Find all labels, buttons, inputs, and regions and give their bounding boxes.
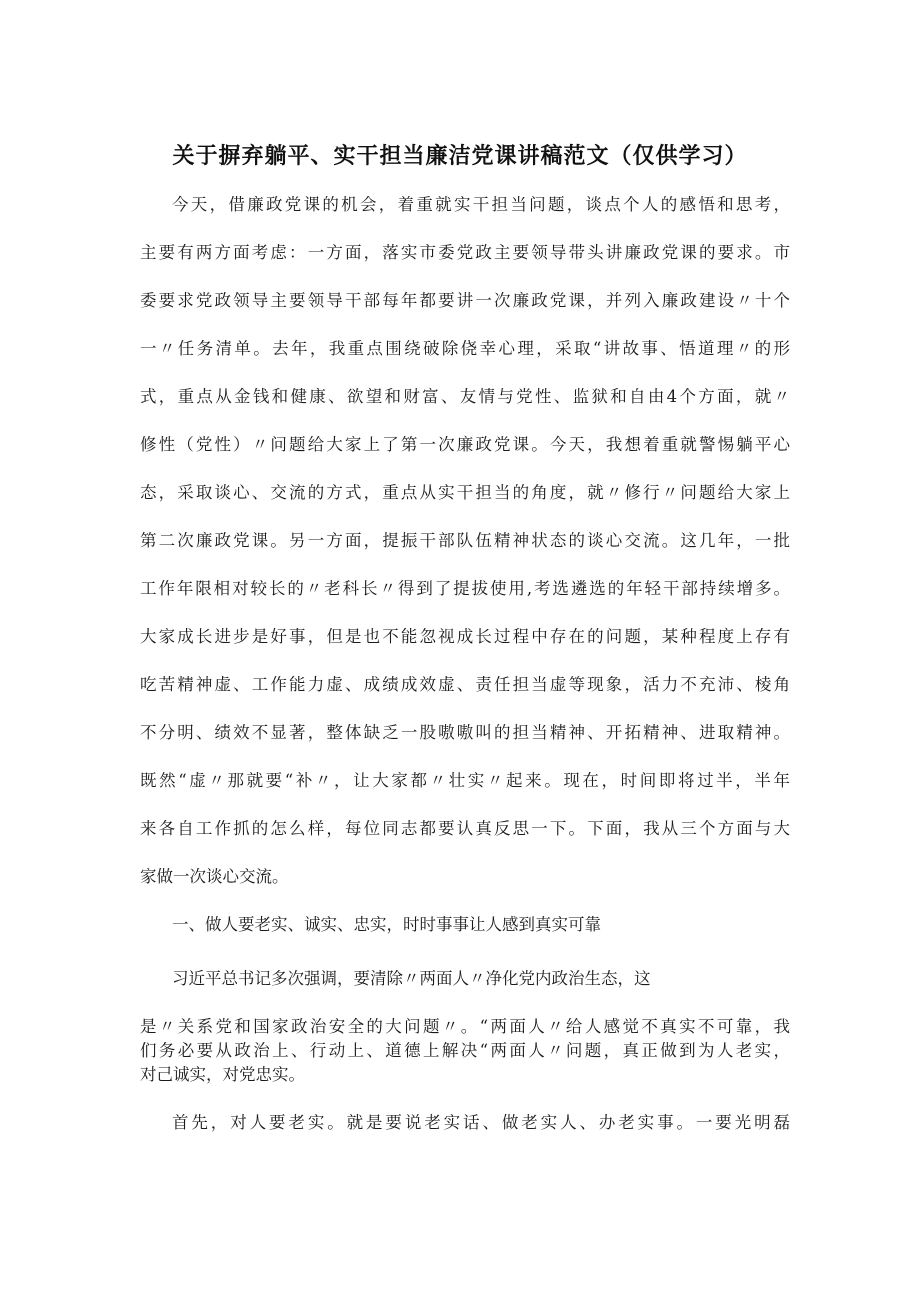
paragraph-line: 家做一次谈心交流。: [140, 867, 289, 886]
paragraph-line: 对己诚实，对党忠实。: [140, 1065, 305, 1084]
paragraph-line: 习近平总书记多次强调，要清除〃两面人〃净化党内政治生态，这: [172, 969, 651, 988]
paragraph-line: 大家成长进步是好事，但是也不能忽视成长过程中存在的问题，某种程度上存有: [140, 627, 790, 646]
paragraph-line: 今天，借廉政党课的机会，着重就实干担当问题，谈点个人的感悟和思考，: [172, 195, 790, 214]
paragraph-line: 委要求党政领导主要领导干部每年都要讲一次廉政党课，并列入廉政建设〃十个: [140, 291, 790, 310]
paragraph-line: 式，重点从金钱和健康、欲望和财富、友情与党性、监狱和自由4个方面，就〃: [140, 387, 790, 406]
paragraph-line: 修性（党性）〃问题给大家上了第一次廉政党课。今天，我想着重就警惕躺平心: [140, 435, 790, 454]
section-heading: 一、做人要老实、诚实、忠实，时时事事让人感到真实可靠: [172, 915, 601, 934]
paragraph-line: 主要有两方面考虑：一方面，落实市委党政主要领导带头讲廉政党课的要求。市: [140, 243, 790, 262]
paragraph-line: 态，采取谈心、交流的方式，重点从实干担当的角度，就〃修行〃问题给大家上: [140, 483, 790, 502]
paragraph-line: 既然“虚〃那就要“补〃，让大家都〃壮实〃起来。现在，时间即将过半，半年: [140, 771, 790, 790]
paragraph-line: 工作年限相对较长的〃老科长〃得到了提拔使用,考选遴选的年轻干部持续增多。: [140, 579, 790, 598]
paragraph-line: 首先，对人要老实。就是要说老实话、做老实人、办老实事。一要光明磊: [172, 1113, 790, 1132]
paragraph-line: 们务必要从政治上、行动上、道德上解决“两面人〃问题，真正做到为人老实，: [140, 1041, 790, 1060]
paragraph-line: 一〃任务清单。去年，我重点围绕破除侥幸心理，采取“讲故事、悟道理〃的形: [140, 339, 790, 358]
paragraph-line: 吃苦精神虚、工作能力虚、成绩成效虚、责任担当虚等现象，活力不充沛、棱角: [140, 675, 790, 694]
paragraph-line: 第二次廉政党课。另一方面，提振干部队伍精神状态的谈心交流。这几年，一批: [140, 531, 790, 550]
paragraph-line: 来各自工作抓的怎么样，每位同志都要认真反思一下。下面，我从三个方面与大: [140, 819, 790, 838]
paragraph-line: 是〃关系党和国家政治安全的大问题〃。“两面人〃给人感觉不真实不可靠，我: [140, 1017, 790, 1036]
document-title: 关于摒弃躺平、实干担当廉洁党课讲稿范文（仅供学习）: [172, 144, 748, 169]
paragraph-line: 不分明、绩效不显著，整体缺乏一股嗷嗷叫的担当精神、开拓精神、进取精神。: [140, 723, 790, 742]
